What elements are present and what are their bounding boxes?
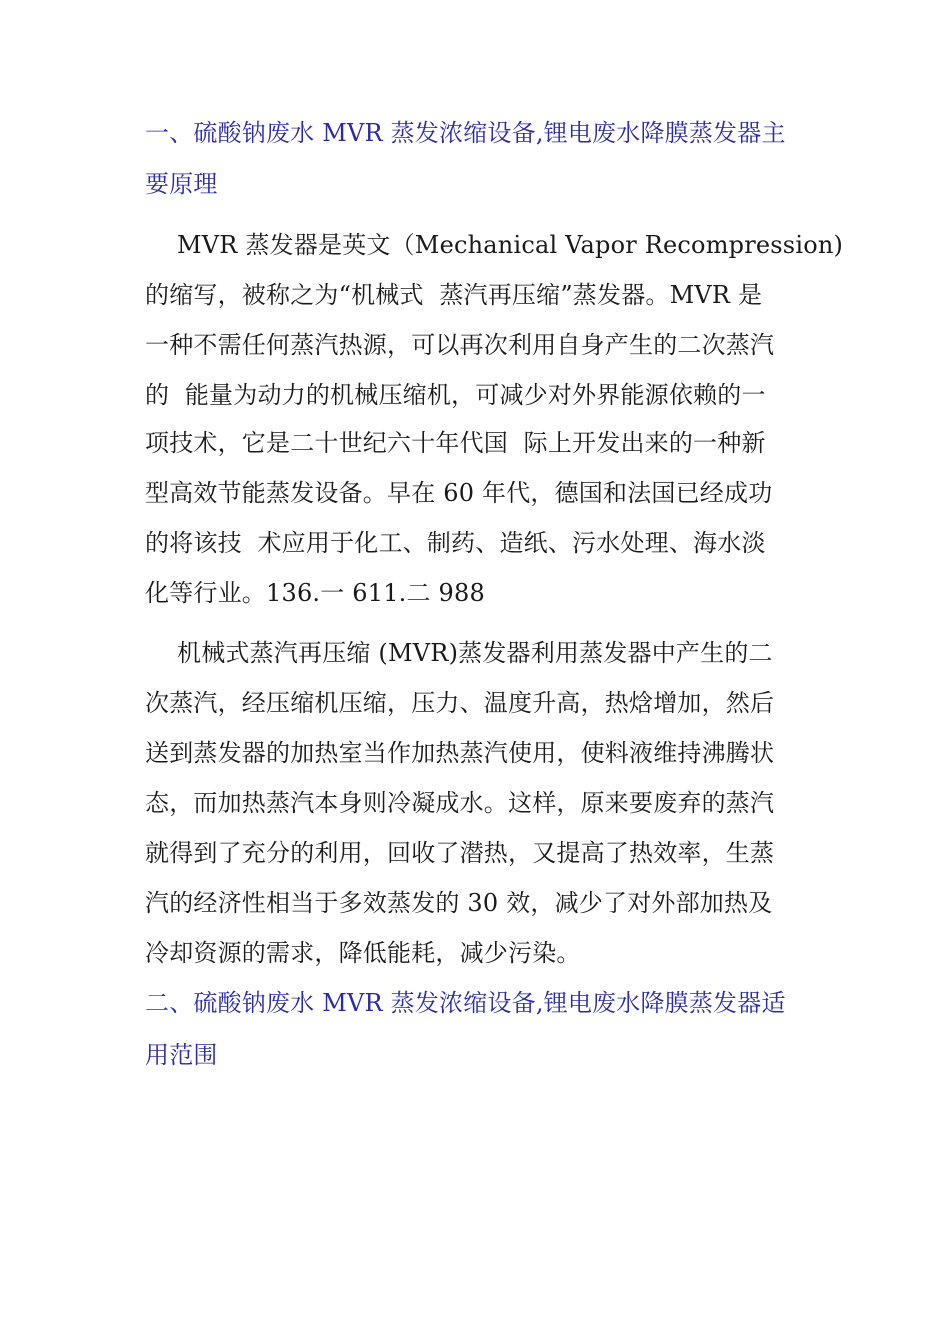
paragraph-1-line-4: 的 能量为动力的机械压缩机，可减少对外界能源依赖的一 (145, 381, 766, 409)
paragraph-1-line-2: 的缩写，被称之为“机械式 蒸汽再压缩”蒸发器。MVR 是 (145, 281, 763, 309)
paragraph-2-line-3: 送到蒸发器的加热室当作加热蒸汽使用，使料液维持沸腾状 (145, 739, 775, 767)
paragraph-1-line-1: MVR 蒸发器是英文（Mechanical Vapor Recompression) (177, 231, 844, 259)
section-heading-1-line-1: 一、硫酸钠废水 MVR 蒸发浓缩设备,锂电废水降膜蒸发器主 (145, 119, 786, 147)
section-heading-1-line-2: 要原理 (145, 170, 218, 198)
paragraph-2-line-6: 汽的经济性相当于多效蒸发的 30 效，减少了对外部加热及 (145, 889, 773, 917)
section-heading-2-line-2: 用范围 (145, 1041, 218, 1069)
paragraph-2-line-4: 态，而加热蒸汽本身则冷凝成水。这样，原来要废弃的蒸汽 (145, 789, 775, 817)
paragraph-1-line-6: 型高效节能蒸发设备。早在 60 年代，德国和法国已经成功 (145, 479, 773, 507)
paragraph-1-line-3: 一种不需任何蒸汽热源，可以再次利用自身产生的二次蒸汽 (145, 331, 775, 359)
paragraph-1-line-8: 化等行业。136.一 611.二 988 (145, 579, 485, 607)
paragraph-2-line-7: 冷却资源的需求，降低能耗，减少污染。 (145, 939, 581, 967)
paragraph-1-line-5: 项技术，它是二十世纪六十年代国 际上开发出来的一种新 (145, 429, 766, 457)
section-heading-2-line-1: 二、硫酸钠废水 MVR 蒸发浓缩设备,锂电废水降膜蒸发器适 (145, 989, 786, 1017)
paragraph-2-line-1: 机械式蒸汽再压缩 (MVR)蒸发器利用蒸发器中产生的二 (177, 639, 773, 667)
paragraph-2-line-5: 就得到了充分的利用，回收了潜热，又提高了热效率，生蒸 (145, 839, 775, 867)
paragraph-2-line-2: 次蒸汽，经压缩机压缩，压力、温度升高，热焓增加，然后 (145, 689, 775, 717)
paragraph-1-line-7: 的将该技 术应用于化工、制药、造纸、污水处理、海水淡 (145, 529, 766, 557)
